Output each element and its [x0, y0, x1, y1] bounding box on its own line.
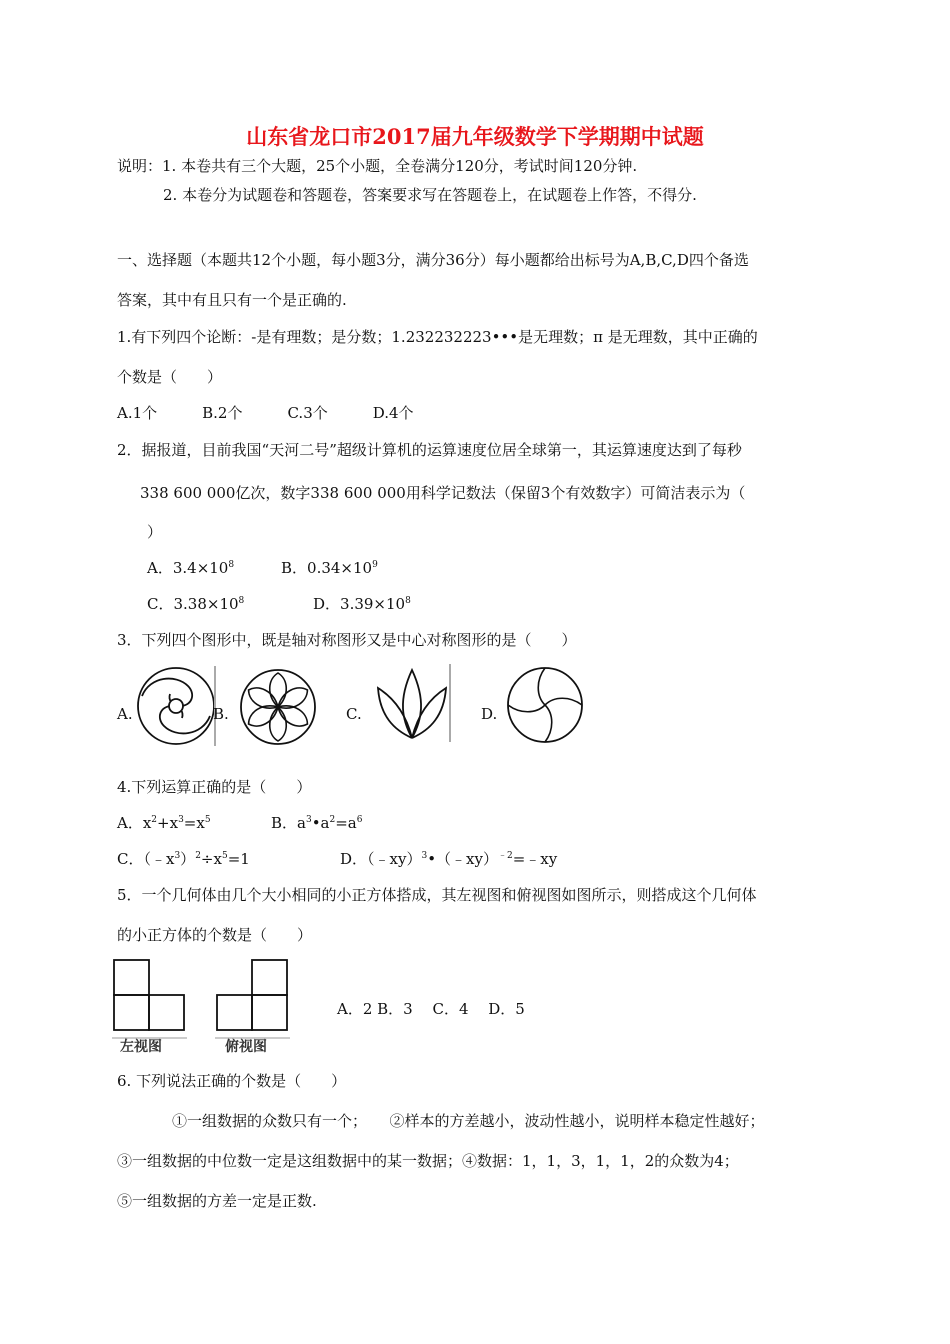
q5-top-view-caption: 俯视图	[225, 1039, 267, 1055]
q2-option-c: C．$3.38\times 10^8$	[147, 595, 245, 613]
q4-option-d: D．（﹣xy）$^3$•（﹣xy）$^{﹣2}$=﹣xy	[340, 850, 558, 868]
q5-left-view-caption: 左视图	[120, 1039, 162, 1055]
q6-stem: 6. 下列说法正确的个数是（ ）	[117, 1072, 347, 1090]
q4-option-a: A．$x^2+x^3=x^5$	[117, 814, 211, 832]
q3-figure-d	[506, 666, 584, 744]
instruction-line-1: 说明：1. 本卷共有三个大题，25个小题，全卷满分120分，考试时间120分钟.	[117, 157, 638, 175]
q3-label-c: C.	[346, 705, 362, 723]
q2-stem-line-2: 338 600 000亿次，数字338 600 000用科学记数法（保留3个有效数字）可简洁表示为（	[140, 484, 746, 502]
q5-options: A．2 B．3 C．4 D．5	[337, 1000, 525, 1018]
q6-statement-1: ①一组数据的众数只有一个； ②样本的方差越小，波动性越小，说明样本稳定性越好；	[172, 1112, 765, 1130]
q5-left-view	[112, 958, 187, 1054]
section-header-line-2: 答案，其中有且只有一个是正确的.	[117, 291, 347, 309]
q3-label-b: B.	[213, 705, 229, 723]
page-title: 山东省龙口市2017届九年级数学下学期期中试题	[246, 124, 704, 149]
q3-figure-a	[136, 666, 216, 746]
q6-statement-3: ⑤一组数据的方差一定是正数.	[117, 1192, 317, 1210]
q5-top-view	[215, 958, 290, 1054]
q2-stem-line-1: 2．据报道，目前我国“天河二号”超级计算机的运算速度位居全球第一，其运算速度达到了每秒	[117, 441, 742, 459]
q3-figure-b	[238, 669, 318, 745]
q5-stem-line-2: 的小正方体的个数是（ ）	[117, 926, 313, 944]
q4-stem: 4.下列运算正确的是（ ）	[117, 778, 312, 796]
instruction-line-2: 2. 本卷分为试题卷和答题卷，答案要求写在答题卷上，在试题卷上作答，不得分.	[163, 186, 697, 204]
q5-stem-line-1: 5．一个几何体由几个大小相同的小正方体搭成，其左视图和俯视图如图所示，则搭成这个几何体	[117, 886, 757, 904]
q4-option-c: C．$(﹣x^3)^2\div x^5=1$	[117, 850, 250, 868]
q2-option-d: D．$3.39\times 10^8$	[313, 595, 411, 613]
q2-option-a: A．$3.4\times 10^8$	[147, 559, 235, 577]
q3-label-a: A.	[117, 705, 133, 723]
q1-stem-line-2: 个数是（ ）	[117, 368, 223, 386]
q2-option-b: B．$0.34\times 10^9$	[281, 559, 378, 577]
section-header-line-1: 一、选择题（本题共12个小题，每小题3分，满分36分）每小题都给出标号为A,B,C,D四个备选	[117, 251, 749, 269]
q3-label-d: D.	[481, 705, 498, 723]
q6-statement-2: ③一组数据的中位数一定是这组数据中的某一数据；④数据：1，1，3，1，1，2的众数为4；	[117, 1152, 739, 1170]
q1-stem-line-1: 1.有下列四个论断：-是有理数；是分数；1.232232223•••是无理数；π 是无理数，其中正确的	[117, 328, 758, 346]
q1-options: A.1个 B.2个 C.3个 D.4个	[117, 404, 414, 422]
q2-stem-line-3: ）	[147, 523, 163, 541]
q3-figure-c	[374, 664, 454, 742]
q4-option-b: B．$a^3•a^2=a^6$	[271, 814, 363, 832]
q3-stem: 3．下列四个图形中，既是轴对称图形又是中心对称图形的是（ ）	[117, 631, 577, 649]
